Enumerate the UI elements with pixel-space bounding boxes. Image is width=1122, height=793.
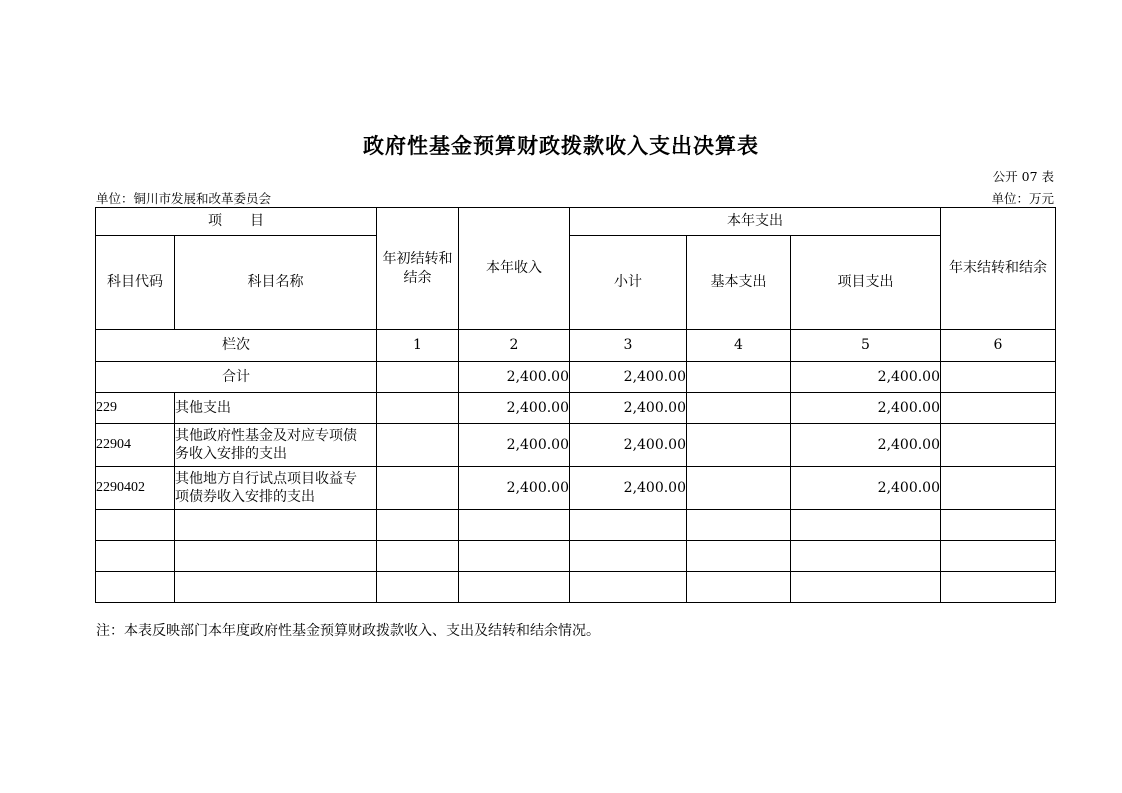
subject-code: 2290402 bbox=[96, 467, 175, 510]
col-number-2: 2 bbox=[459, 330, 570, 362]
subtotal: 2,400.00 bbox=[570, 393, 687, 424]
empty-cell bbox=[459, 572, 570, 603]
empty-cell bbox=[175, 510, 377, 541]
empty-row bbox=[96, 510, 1056, 541]
subject-name: 其他地方自行试点项目收益专项债券收入安排的支出 bbox=[175, 467, 377, 510]
empty-cell bbox=[377, 510, 459, 541]
basic-expense bbox=[687, 467, 791, 510]
col-number-4: 4 bbox=[687, 330, 791, 362]
project-expense: 2,400.00 bbox=[791, 393, 941, 424]
empty-cell bbox=[175, 541, 377, 572]
empty-cell bbox=[687, 572, 791, 603]
empty-cell bbox=[687, 541, 791, 572]
begin-balance bbox=[377, 424, 459, 467]
subject-name: 其他支出 bbox=[175, 393, 377, 424]
total-project-expense: 2,400.00 bbox=[791, 362, 941, 393]
empty-cell bbox=[570, 510, 687, 541]
empty-cell bbox=[377, 572, 459, 603]
empty-cell bbox=[459, 510, 570, 541]
page-title: 政府性基金预算财政拨款收入支出决算表 bbox=[363, 133, 759, 158]
empty-cell bbox=[570, 572, 687, 603]
unit-organization: 单位：铜川市发展和改革委员会 bbox=[96, 191, 272, 206]
empty-cell bbox=[459, 541, 570, 572]
header-project-expense: 项目支出 bbox=[791, 236, 941, 330]
empty-cell bbox=[96, 541, 175, 572]
year-income: 2,400.00 bbox=[459, 424, 570, 467]
header-year-income: 本年收入 bbox=[459, 208, 570, 330]
col-number-5: 5 bbox=[791, 330, 941, 362]
project-expense: 2,400.00 bbox=[791, 424, 941, 467]
budget-table bbox=[95, 207, 1056, 603]
empty-row bbox=[96, 572, 1056, 603]
subject-code: 229 bbox=[96, 393, 175, 424]
empty-cell bbox=[941, 541, 1056, 572]
basic-expense bbox=[687, 393, 791, 424]
empty-cell bbox=[96, 572, 175, 603]
empty-row bbox=[96, 541, 1056, 572]
col-number-6: 6 bbox=[941, 330, 1056, 362]
empty-cell bbox=[96, 510, 175, 541]
empty-cell bbox=[941, 510, 1056, 541]
header-item: 项 目 bbox=[96, 208, 377, 236]
total-label: 合计 bbox=[96, 362, 377, 393]
empty-cell bbox=[791, 572, 941, 603]
total-row bbox=[96, 362, 1056, 393]
begin-balance bbox=[377, 467, 459, 510]
total-end-balance bbox=[941, 362, 1056, 393]
header-column-no: 栏次 bbox=[96, 330, 377, 362]
header-year-expense: 本年支出 bbox=[570, 208, 941, 236]
col-number-1: 1 bbox=[377, 330, 459, 362]
header-subject-code: 科目代码 bbox=[96, 236, 175, 330]
table-row bbox=[96, 467, 1056, 510]
empty-cell bbox=[687, 510, 791, 541]
subtotal: 2,400.00 bbox=[570, 467, 687, 510]
end-balance bbox=[941, 424, 1056, 467]
unit-currency: 单位：万元 bbox=[991, 191, 1054, 206]
empty-cell bbox=[377, 541, 459, 572]
subject-name: 其他政府性基金及对应专项债务收入安排的支出 bbox=[175, 424, 377, 467]
total-year-income: 2,400.00 bbox=[459, 362, 570, 393]
end-balance bbox=[941, 393, 1056, 424]
total-begin-balance bbox=[377, 362, 459, 393]
end-balance bbox=[941, 467, 1056, 510]
year-income: 2,400.00 bbox=[459, 393, 570, 424]
header-subject-name: 科目名称 bbox=[175, 236, 377, 330]
footnote: 注：本表反映部门本年度政府性基金预算财政拨款收入、支出及结转和结余情况。 bbox=[96, 623, 600, 639]
header-basic-expense: 基本支出 bbox=[687, 236, 791, 330]
begin-balance bbox=[377, 393, 459, 424]
table-row bbox=[96, 393, 1056, 424]
col-number-3: 3 bbox=[570, 330, 687, 362]
project-expense: 2,400.00 bbox=[791, 467, 941, 510]
total-basic-expense bbox=[687, 362, 791, 393]
basic-expense bbox=[687, 424, 791, 467]
header-subtotal: 小计 bbox=[570, 236, 687, 330]
empty-cell bbox=[791, 541, 941, 572]
empty-cell bbox=[941, 572, 1056, 603]
header-begin-balance: 年初结转和结余 bbox=[377, 208, 459, 330]
subtotal: 2,400.00 bbox=[570, 424, 687, 467]
form-number: 公开 07 表 bbox=[992, 169, 1054, 184]
subject-code: 22904 bbox=[96, 424, 175, 467]
header-end-balance: 年末结转和结余 bbox=[941, 208, 1056, 330]
year-income: 2,400.00 bbox=[459, 467, 570, 510]
table-row bbox=[96, 424, 1056, 467]
empty-cell bbox=[791, 510, 941, 541]
empty-cell bbox=[175, 572, 377, 603]
total-subtotal: 2,400.00 bbox=[570, 362, 687, 393]
empty-cell bbox=[570, 541, 687, 572]
